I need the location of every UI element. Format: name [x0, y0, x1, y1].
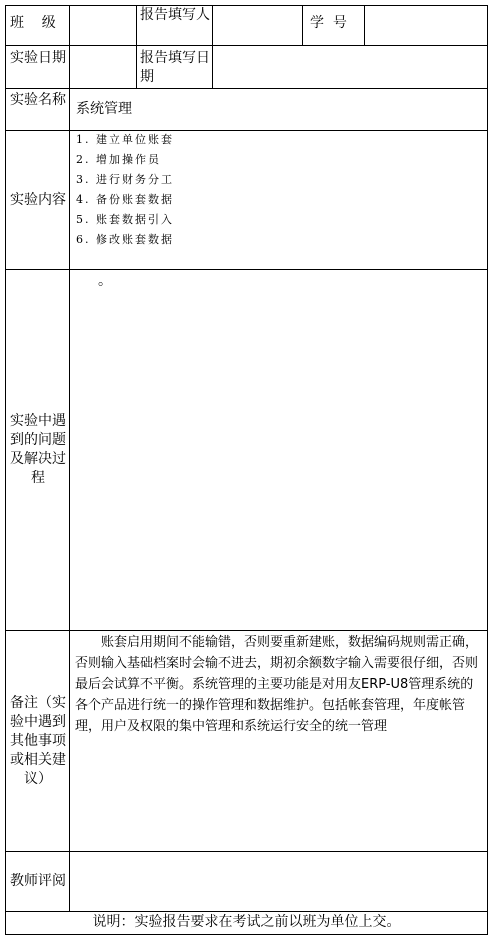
experiment-name-value: 系统管理	[76, 101, 132, 117]
notes-value: 账套启用期间不能输错，否则要重新建账，数据编码规则需正确，否则输入基础档案时会输不进去，期初余额数字输入需要很仔细，否则最后会试算不平衡。系统管理的主要功能是对用友ERP-U8管理系统的各个产品进行统一的操作管理和数据维护。包括帐套管理，年度帐管理，用户及权限的集中管理和系统运行安全的统一管理	[75, 635, 479, 734]
content-item: 6. 修改账套数据	[76, 233, 174, 246]
class-label: 班 级	[10, 15, 56, 31]
content-item: 2. 增加操作员	[76, 153, 161, 166]
teacher-review-field[interactable]	[70, 852, 487, 911]
experiment-date-label: 实验日期	[10, 50, 66, 66]
content-item: 4. 备份账套数据	[76, 193, 174, 206]
row-divider	[5, 911, 488, 912]
student-id-label: 学 号	[310, 15, 347, 31]
row-divider	[5, 630, 488, 631]
class-value-field[interactable]	[70, 6, 136, 45]
experiment-date-value-field[interactable]	[70, 46, 136, 88]
experiment-name-label: 实验名称	[10, 92, 66, 108]
teacher-review-label: 教师评阅	[10, 873, 66, 889]
report-writer-value-field[interactable]	[213, 6, 302, 45]
table-border-left	[5, 5, 6, 935]
problems-label: 实验中遇到的问题及解决过程	[10, 413, 66, 486]
row-divider	[5, 269, 488, 270]
table-border-bottom	[5, 934, 488, 935]
table-border-right	[487, 5, 488, 935]
content-item: 3. 进行财务分工	[76, 173, 174, 186]
report-date-value-field[interactable]	[213, 46, 487, 88]
col-divider	[302, 5, 303, 45]
content-item: 1. 建立单位账套	[76, 133, 174, 146]
experiment-content-label: 实验内容	[10, 191, 66, 208]
row-divider	[5, 88, 488, 89]
experiment-content-list	[76, 130, 476, 250]
report-date-label: 报告填写日期	[140, 50, 210, 85]
report-writer-label: 报告填写人	[140, 7, 210, 23]
student-id-value-field[interactable]	[365, 6, 487, 45]
col-divider	[69, 5, 70, 911]
content-item: 5. 账套数据引入	[76, 213, 174, 226]
notes-label: 备注（实验中遇到其他事项或相关建议）	[10, 694, 66, 787]
col-divider	[136, 5, 137, 88]
problems-value: 。	[98, 273, 112, 289]
footer-note: 说明：实验报告要求在考试之前以班为单位上交。	[92, 914, 401, 930]
